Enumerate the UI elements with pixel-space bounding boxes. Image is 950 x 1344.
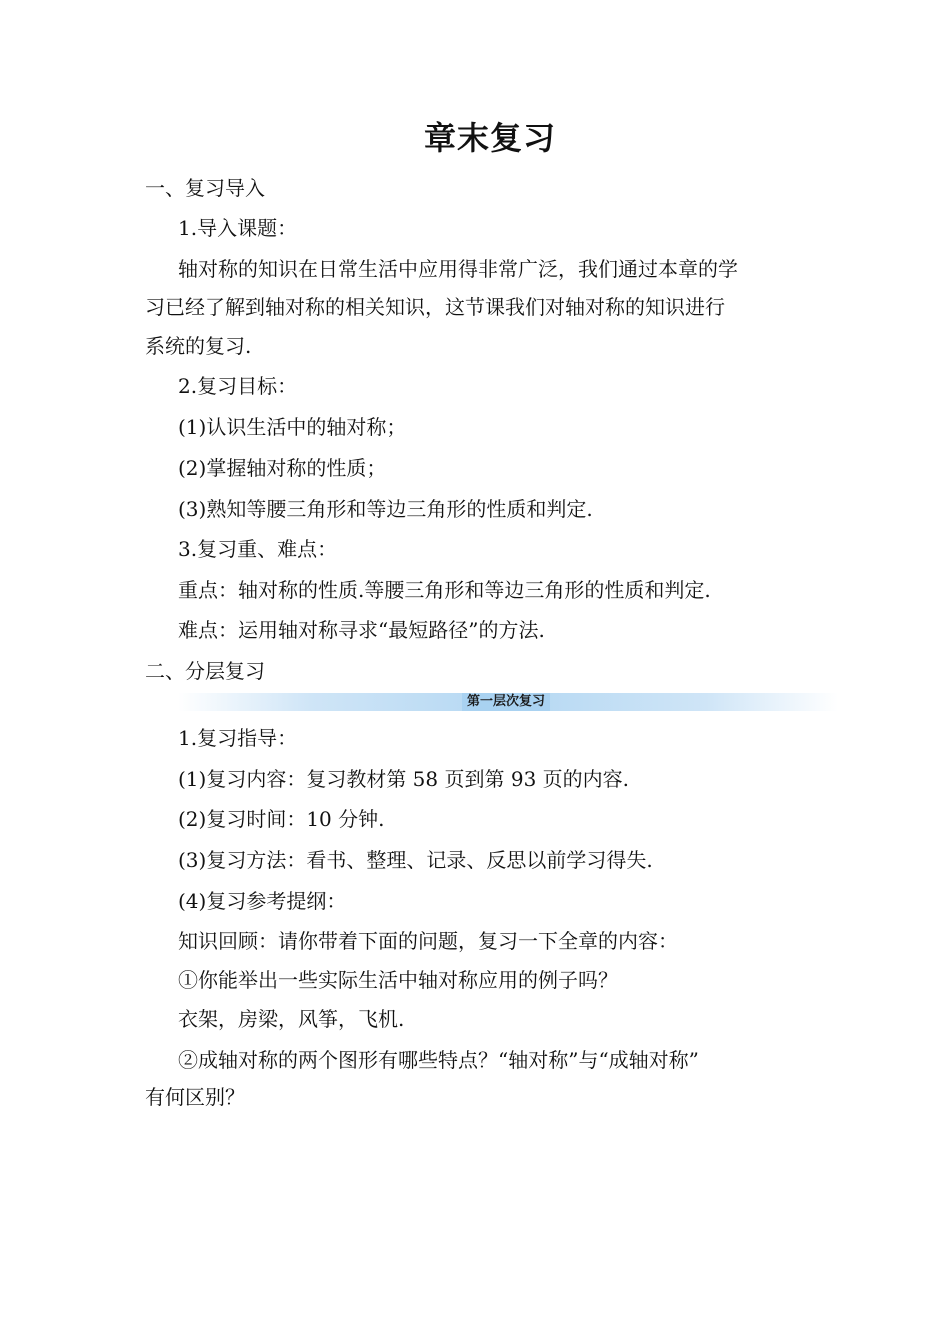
intro-paragraph-line-3: 系统的复习. — [145, 334, 252, 358]
review-goals-label: 2.复习目标： — [178, 374, 298, 398]
review-guide-time: (2)复习时间：10 分钟. — [178, 807, 385, 831]
intro-topic-label: 1.导入课题： — [178, 216, 298, 240]
difficult-point: 难点：运用轴对称寻求“最短路径”的方法. — [178, 618, 545, 642]
review-guide-content: (1)复习内容：复习教材第 58 页到第 93 页的内容. — [178, 767, 630, 791]
level-one-review-banner — [178, 693, 838, 711]
knowledge-recall: 知识回顾：请你带着下面的问题，复习一下全章的内容： — [178, 929, 678, 953]
review-guide-method: (3)复习方法：看书、整理、记录、反思以前学习得失. — [178, 848, 653, 872]
answer-1: 衣架，房梁，风筝，飞机. — [178, 1007, 405, 1031]
key-difficult-points-label: 3.复习重、难点： — [178, 537, 338, 561]
review-guide-label: 1.复习指导： — [178, 726, 298, 750]
review-guide-outline: (4)复习参考提纲： — [178, 889, 347, 913]
section-heading-review-intro: 一、复习导入 — [145, 176, 265, 200]
question-2-line-2: 有何区别？ — [145, 1085, 245, 1109]
review-goal-1: (1)认识生活中的轴对称； — [178, 415, 407, 439]
review-goal-3: (3)熟知等腰三角形和等边三角形的性质和判定. — [178, 497, 593, 521]
page-title: 章末复习 — [423, 119, 556, 157]
question-1: ①你能举出一些实际生活中轴对称应用的例子吗？ — [178, 968, 618, 992]
section-heading-layered-review: 二、分层复习 — [145, 659, 265, 683]
key-point: 重点：轴对称的性质.等腰三角形和等边三角形的性质和判定. — [178, 578, 711, 602]
question-2-line-1: ②成轴对称的两个图形有哪些特点？“轴对称”与“成轴对称” — [178, 1048, 699, 1072]
review-goal-2: (2)掌握轴对称的性质； — [178, 456, 387, 480]
intro-paragraph-line-1: 轴对称的知识在日常生活中应用得非常广泛，我们通过本章的学 — [178, 257, 738, 281]
banner-label: 第一层次复习 — [462, 693, 550, 711]
intro-paragraph-line-2: 习已经了解到轴对称的相关知识，这节课我们对轴对称的知识进行 — [145, 295, 725, 319]
